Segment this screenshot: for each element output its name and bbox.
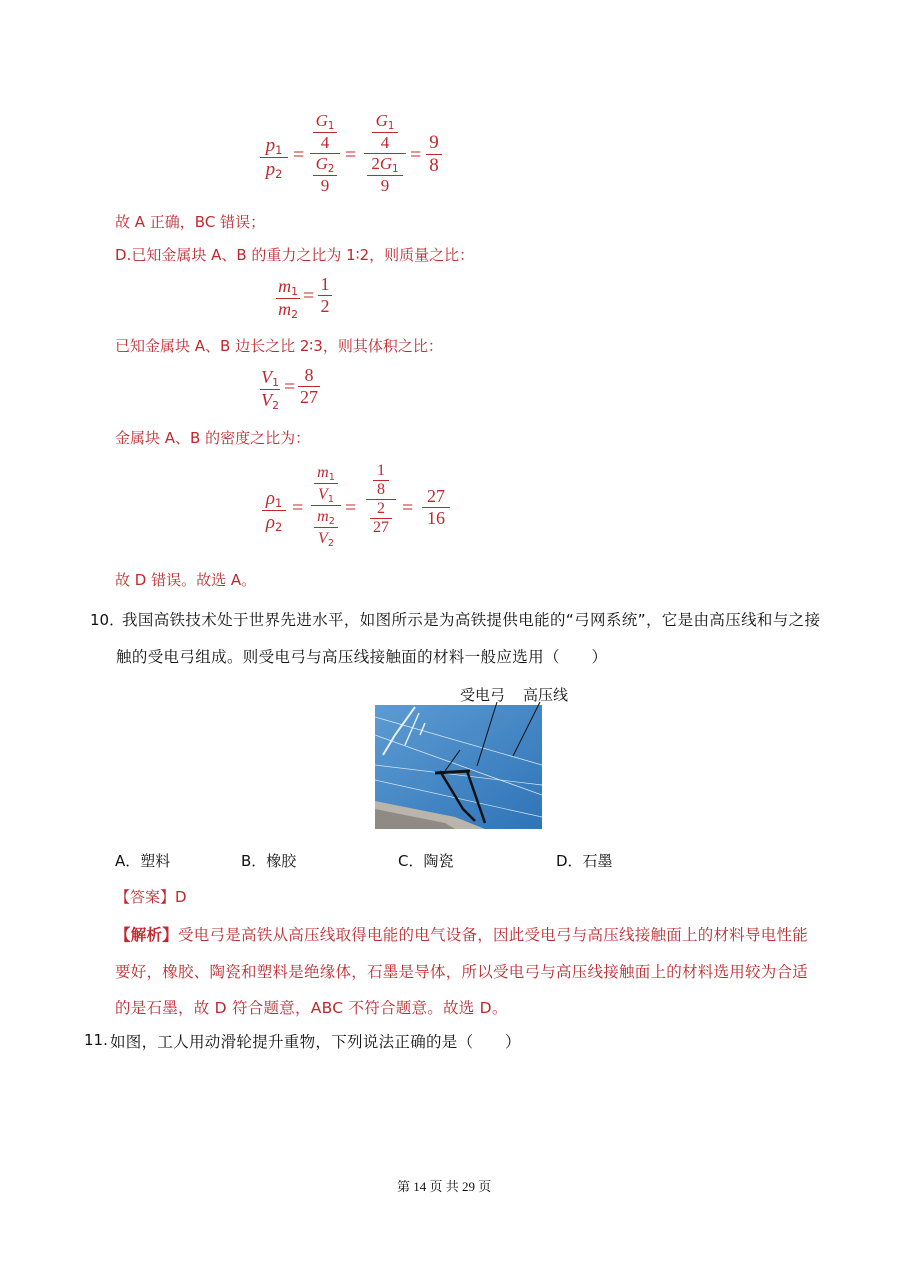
statement-volume: 已知金属块 A、B 边长之比 2∶3，则其体积之比：	[115, 337, 443, 355]
option-d[interactable]: D．石墨	[556, 852, 613, 870]
answer-tag: 【答案】	[115, 888, 176, 906]
complex-fraction-2: $G_1$ 4 $2G_1$ 9	[364, 111, 406, 196]
complex-fraction-1: $G_1$ 4 $G_2$ 9	[310, 111, 340, 196]
label-leader-lines	[455, 698, 550, 773]
answer-value: D	[175, 888, 187, 906]
question-text-line-2: 触的受电弓组成。则受电弓与高压线接触面的材料一般应选用（ ）	[116, 648, 608, 666]
analysis-line-3: 的是石墨，故 D 符合题意，ABC 不符合题意。故选 D。	[115, 999, 508, 1017]
option-b[interactable]: B．橡胶	[241, 852, 297, 870]
question-number: 10．	[90, 611, 125, 629]
fraction-9-8: 9 8	[426, 132, 442, 177]
equals-sign: =	[293, 144, 305, 166]
label-pantograph: 受电弓	[460, 686, 506, 704]
conclusion-final: 故 D 错误。故选 A。	[115, 571, 257, 589]
page-footer: 第 14 页 共 29 页	[397, 1179, 492, 1194]
option-a[interactable]: A．塑料	[115, 852, 171, 870]
statement-density: 金属块 A、B 的密度之比为：	[115, 429, 311, 447]
analysis-tag: 【解析】	[115, 926, 179, 944]
statement-d: D.已知金属块 A、B 的重力之比为 1∶2，则质量之比：	[115, 246, 475, 264]
question-number: 11.	[84, 1031, 108, 1049]
analysis-line-1: 【解析】受电弓是高铁从高压线取得电能的电气设备，因此受电弓与高压线接触面上的材料导电性能	[115, 926, 809, 944]
fraction-p1-p2: $p_1$ $p_2$	[260, 134, 288, 181]
label-overhead-wire: 高压线	[523, 686, 569, 704]
option-c[interactable]: C．陶瓷	[398, 852, 454, 870]
answer-line	[115, 886, 187, 907]
analysis-line-2: 要好，橡胶、陶瓷和塑料是绝缘体，石墨是导体，所以受电弓与高压线接触面上的材料选用较为合适	[115, 963, 809, 981]
question-text-line-1: 我国高铁技术处于世界先进水平，如图所示是为高铁提供电能的“弓网系统”，它是由高压线和与之接	[122, 611, 821, 629]
conclusion-line-a: 故 A 正确，BC 错误；	[115, 213, 266, 231]
question-text: 如图，工人用动滑轮提升重物，下列说法正确的是（ ）	[110, 1033, 521, 1051]
